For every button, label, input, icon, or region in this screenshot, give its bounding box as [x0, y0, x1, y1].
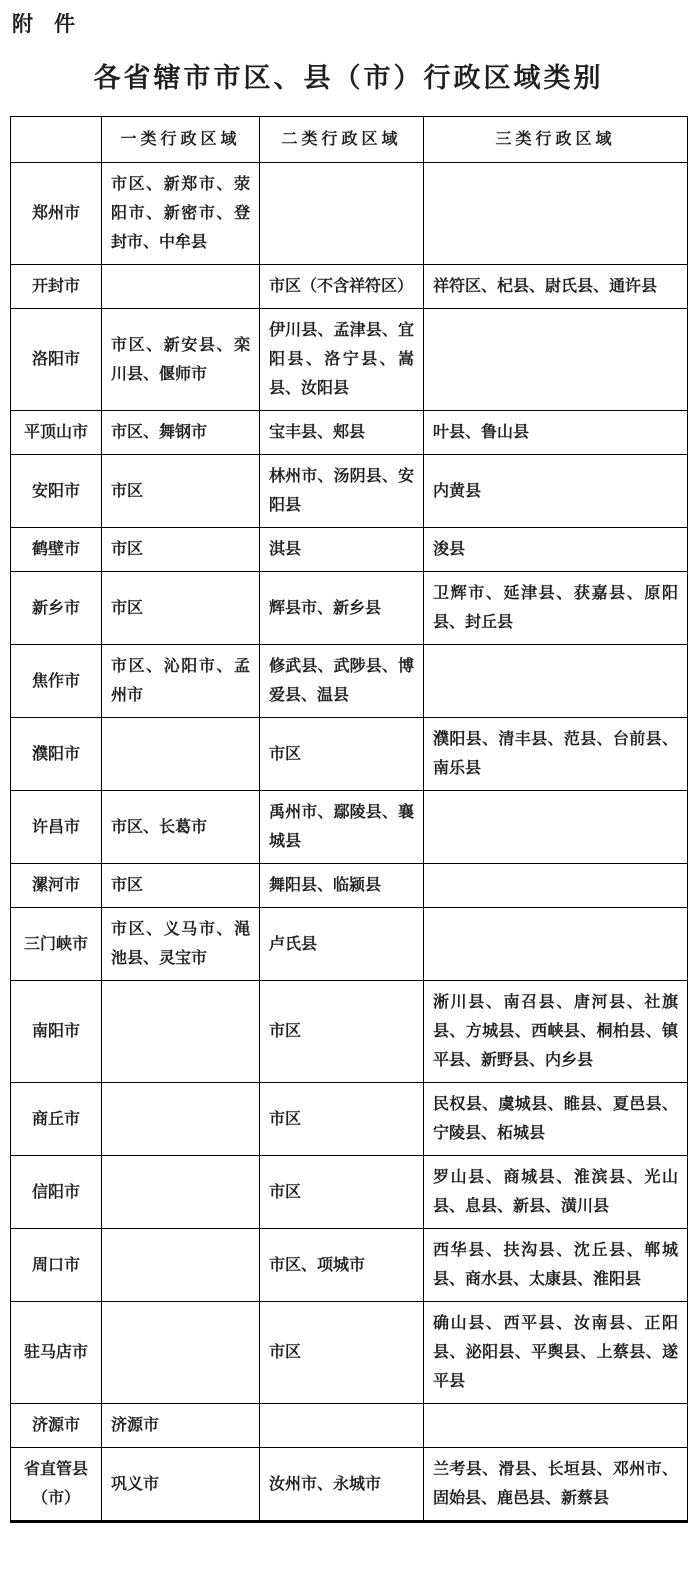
- class3-cell: 兰考县、滑县、长垣县、邓州市、固始县、鹿邑县、新蔡县: [424, 1448, 688, 1522]
- class2-cell: [260, 163, 424, 265]
- class2-cell: 辉县市、新乡县: [260, 572, 424, 645]
- table-row: [11, 309, 688, 411]
- class1-cell: 市区、新安县、栾川县、偃师市: [102, 309, 260, 411]
- header-row: [11, 117, 688, 163]
- class1-cell: 市区、沁阳市、孟州市: [102, 645, 260, 718]
- class1-cell: [102, 981, 260, 1083]
- class3-cell: 卫辉市、延津县、获嘉县、原阳县、封丘县: [424, 572, 688, 645]
- class3-cell: [424, 864, 688, 908]
- city-cell: 安阳市: [11, 455, 102, 528]
- table-row: [11, 1404, 688, 1448]
- class3-cell: [424, 908, 688, 981]
- class3-cell: [424, 791, 688, 864]
- city-cell: 济源市: [11, 1404, 102, 1448]
- class1-cell: 济源市: [102, 1404, 260, 1448]
- table-row: [11, 1229, 688, 1302]
- city-cell: 商丘市: [11, 1083, 102, 1156]
- table-row: [11, 1156, 688, 1229]
- city-cell: 鹤壁市: [11, 528, 102, 572]
- class1-cell: [102, 718, 260, 791]
- table-row: [11, 163, 688, 265]
- class3-cell: 淅川县、南召县、唐河县、社旗县、方城县、西峡县、桐柏县、镇平县、新野县、内乡县: [424, 981, 688, 1083]
- header-class2: 二类行政区域: [260, 117, 424, 163]
- class3-cell: 祥符区、杞县、尉氏县、通许县: [424, 265, 688, 309]
- table-row: [11, 1448, 688, 1522]
- city-cell: 驻马店市: [11, 1302, 102, 1404]
- city-cell: 濮阳市: [11, 718, 102, 791]
- class2-cell: 市区: [260, 1302, 424, 1404]
- table-row: [11, 528, 688, 572]
- header-class1: 一类行政区域: [102, 117, 260, 163]
- class2-cell: 修武县、武陟县、博爱县、温县: [260, 645, 424, 718]
- table-row: [11, 981, 688, 1083]
- class2-cell: 宝丰县、郏县: [260, 411, 424, 455]
- city-cell: 周口市: [11, 1229, 102, 1302]
- table-row: [11, 908, 688, 981]
- city-cell: 信阳市: [11, 1156, 102, 1229]
- class1-cell: [102, 1229, 260, 1302]
- class1-cell: 市区: [102, 528, 260, 572]
- table-row: [11, 411, 688, 455]
- class1-cell: 市区、义马市、渑池县、灵宝市: [102, 908, 260, 981]
- class2-cell: [260, 1404, 424, 1448]
- table-row: [11, 791, 688, 864]
- class3-cell: 濮阳县、清丰县、范县、台前县、南乐县: [424, 718, 688, 791]
- city-cell: 许昌市: [11, 791, 102, 864]
- class2-cell: 汝州市、永城市: [260, 1448, 424, 1522]
- table-row: [11, 718, 688, 791]
- class2-cell: 市区: [260, 1083, 424, 1156]
- class3-cell: 确山县、西平县、汝南县、正阳县、泌阳县、平舆县、上蔡县、遂平县: [424, 1302, 688, 1404]
- table-body: [11, 163, 688, 1522]
- table-row: [11, 645, 688, 718]
- city-cell: 平顶山市: [11, 411, 102, 455]
- header-class3: 三类行政区域: [424, 117, 688, 163]
- class3-cell: 西华县、扶沟县、沈丘县、郸城县、商水县、太康县、淮阳县: [424, 1229, 688, 1302]
- class1-cell: 巩义市: [102, 1448, 260, 1522]
- city-cell: 南阳市: [11, 981, 102, 1083]
- class2-cell: 林州市、汤阴县、安阳县: [260, 455, 424, 528]
- class3-cell: 内黄县: [424, 455, 688, 528]
- header-city-blank: [11, 117, 102, 163]
- class1-cell: [102, 1156, 260, 1229]
- table-row: [11, 572, 688, 645]
- class1-cell: [102, 265, 260, 309]
- class3-cell: 浚县: [424, 528, 688, 572]
- class1-cell: [102, 1302, 260, 1404]
- class3-cell: [424, 163, 688, 265]
- class2-cell: 伊川县、孟津县、宜阳县、洛宁县、嵩县、汝阳县: [260, 309, 424, 411]
- class3-cell: [424, 1404, 688, 1448]
- table-row: [11, 455, 688, 528]
- table-row: [11, 1302, 688, 1404]
- city-cell: 漯河市: [11, 864, 102, 908]
- class3-cell: 民权县、虞城县、睢县、夏邑县、宁陵县、柘城县: [424, 1083, 688, 1156]
- class1-cell: [102, 1083, 260, 1156]
- class2-cell: 市区: [260, 1156, 424, 1229]
- table-row: [11, 1083, 688, 1156]
- class2-cell: 市区: [260, 718, 424, 791]
- class2-cell: 卢氏县: [260, 908, 424, 981]
- attachment-label: 附 件: [12, 12, 75, 36]
- table-row: [11, 265, 688, 309]
- city-cell: 焦作市: [11, 645, 102, 718]
- class3-cell: 罗山县、商城县、淮滨县、光山县、息县、新县、潢川县: [424, 1156, 688, 1229]
- city-cell: 省直管县（市）: [11, 1448, 102, 1522]
- class1-cell: 市区、舞钢市: [102, 411, 260, 455]
- class1-cell: 市区: [102, 572, 260, 645]
- city-cell: 三门峡市: [11, 908, 102, 981]
- class2-cell: 舞阳县、临颍县: [260, 864, 424, 908]
- class1-cell: 市区: [102, 864, 260, 908]
- city-cell: 新乡市: [11, 572, 102, 645]
- class3-cell: [424, 309, 688, 411]
- class3-cell: [424, 645, 688, 718]
- class2-cell: 禹州市、鄢陵县、襄城县: [260, 791, 424, 864]
- class1-cell: 市区、长葛市: [102, 791, 260, 864]
- class2-cell: 淇县: [260, 528, 424, 572]
- class2-cell: 市区、项城市: [260, 1229, 424, 1302]
- class2-cell: 市区: [260, 981, 424, 1083]
- table-row: [11, 864, 688, 908]
- city-cell: 开封市: [11, 265, 102, 309]
- class3-cell: 叶县、鲁山县: [424, 411, 688, 455]
- class1-cell: 市区: [102, 455, 260, 528]
- page-title: 各省辖市市区、县（市）行政区域类别: [93, 63, 604, 93]
- city-cell: 郑州市: [11, 163, 102, 265]
- class1-cell: 市区、新郑市、荥阳市、新密市、登封市、中牟县: [102, 163, 260, 265]
- class2-cell: 市区（不含祥符区）: [260, 265, 424, 309]
- city-cell: 洛阳市: [11, 309, 102, 411]
- region-category-table: [10, 116, 688, 1523]
